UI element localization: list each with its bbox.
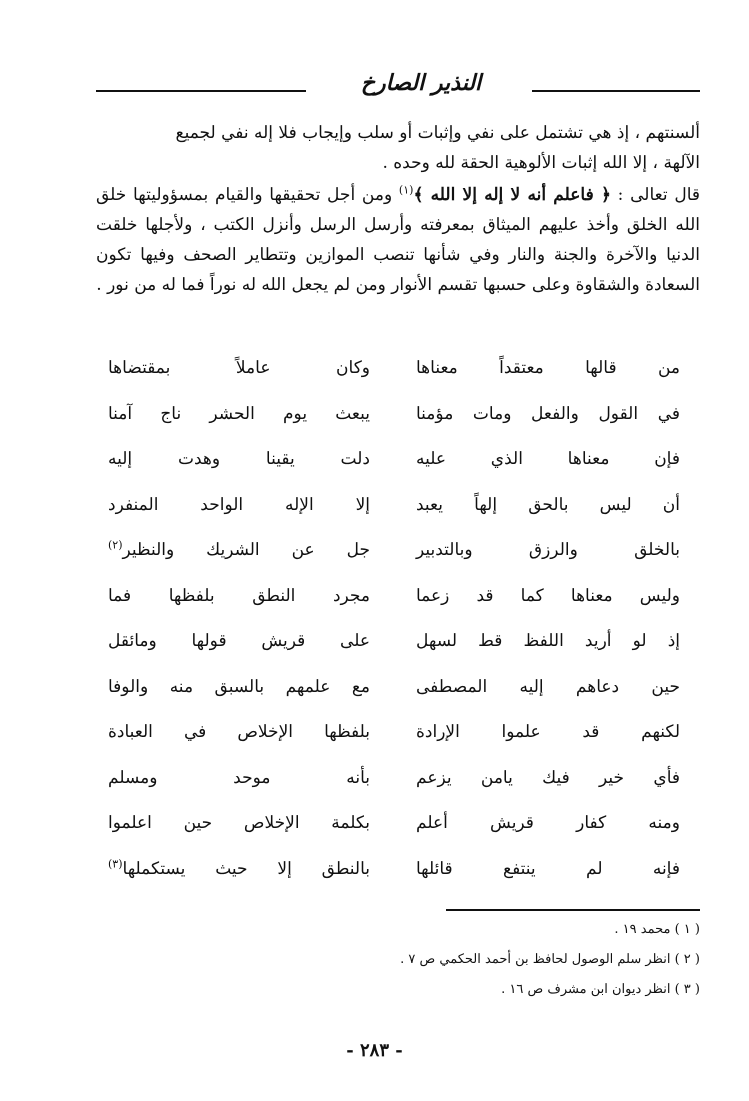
verse-first-hemistich: فإنه لم ينتفع قائلها [416, 858, 680, 879]
verse-second-hemistich [108, 540, 370, 560]
poem-verse [100, 813, 680, 859]
footnote-mark-1: (١) [398, 183, 414, 197]
paragraph-1-line-2: الآلهة ، إلا الله إثبات الألوهية الحقة لله وحده . [382, 153, 700, 173]
verse-first-hemistich: فأي خير فيك يامن يزعم [416, 767, 680, 788]
verse-first-hemistich: فإن معناها الذي عليه [416, 449, 680, 469]
verse-first-hemistich: بالخلق والرزق وبالتدبير [416, 540, 680, 560]
verse-second-hemistich: على قريش قولها ومائقل [108, 631, 370, 651]
paragraph-2-body: ومن أجل تحقيقها والقيام بمسؤوليتها خلق الله الخلق وأخذ عليهم الميثاق بمعرفته وأرسل الرسل وأنزل الكتب ، ولأجلها خلقت الدنيا والآخرة والجنة والنار وفي شأنها تنصب الموازين وتتطاير الصحف وفيها تكون السعادة والشقاوة وعلى حسبها تقسم الأنوار ومن لم يجعل الله له نوراً فما له من نور . [96, 185, 700, 295]
verse-second-hemistich: يبعث يوم الحشر ناج آمنا [108, 403, 370, 424]
verse-second-hemistich: بأنه موحد ومسلم [108, 767, 370, 788]
header-rule-left [96, 90, 306, 92]
verse-second-hemistich: إلا الإله الواحد المنفرد [108, 494, 370, 515]
paragraph-2-lead: قال تعالى : [610, 185, 701, 205]
running-header [96, 70, 700, 100]
quran-quote: ﴿ فاعلم أنه لا إله إلا الله ﴾ [413, 185, 611, 205]
poem-verse [100, 722, 680, 768]
poem-verse [100, 358, 680, 404]
header-title: النذير الصارخ [360, 70, 482, 96]
footnote-separator [446, 909, 700, 911]
verse-second-hemistich [108, 856, 370, 879]
poem-verse [100, 631, 680, 677]
footnote-3: ( ٣ ) انظر ديوان ابن مشرف ص ١٦ . [501, 982, 700, 997]
footnote-2: ( ٢ ) انظر سلم الوصول لحافظ بن أحمد الحكمي ص ٧ . [400, 952, 700, 967]
paragraph-1 [96, 118, 700, 178]
footnotes [96, 915, 700, 1005]
poem-verse [100, 677, 680, 723]
paragraph-1-line-1: ألسنتهم ، إذ هي تشتمل على نفي وإثبات أو سلب وإيجاب فلا إله نفي لجميع [175, 123, 700, 143]
verse-first-hemistich: وليس معناها كما قد زعما [416, 585, 680, 606]
verse-first-hemistich: ومنه كفار قريش أعلم [416, 813, 680, 833]
verse-second-hemistich: وكان عاملاً بمقتضاها [108, 358, 370, 378]
verse-second-hemistich: مجرد النطق بلفظها فما [108, 585, 370, 606]
poem-verse [100, 449, 680, 495]
verse-first-hemistich: في القول والفعل ومات مؤمنا [416, 403, 680, 424]
footnote-1: ( ١ ) محمد ١٩ . [614, 922, 700, 937]
poem-verse [100, 495, 680, 541]
poem-verse [100, 586, 680, 632]
verse-second-hemistich: دلت يقينا وهدت إليه [108, 449, 370, 469]
verse-first-hemistich: لكنهم قد علموا الإرادة [416, 722, 680, 742]
poem-verse [100, 540, 680, 586]
poem-verse [100, 768, 680, 814]
verse-second-hemistich: بلفظها الإخلاص في العبادة [108, 722, 370, 742]
verse-first-hemistich: حين دعاهم إليه المصطفى [416, 676, 680, 697]
footnote-mark-3: (٣) [108, 856, 123, 870]
verse-first-hemistich: من قالها معتقداً معناها [416, 358, 680, 378]
poem-verse [100, 856, 680, 905]
paragraph-2 [96, 180, 700, 300]
verse-first-hemistich: إذ لو أريد اللفظ قط لسهل [416, 631, 680, 651]
verse-second-hemistich-text: بالنطق إلا حيث يستكملها [122, 858, 370, 879]
header-rule-right [532, 90, 700, 92]
poem-verse [100, 404, 680, 450]
verse-first-hemistich: أن ليس بالحق إلهاً يعبد [416, 494, 680, 515]
verse-second-hemistich-text: جل عن الشريك والنظير [122, 540, 370, 560]
verse-second-hemistich: مع علمهم بالسبق منه والوفا [108, 676, 370, 697]
verse-second-hemistich: بكلمة الإخلاص حين اعلموا [108, 813, 370, 833]
poem [100, 358, 680, 904]
footnote-mark-2: (٢) [108, 538, 123, 552]
page-number: - ٢٨٣ - [346, 1040, 403, 1061]
